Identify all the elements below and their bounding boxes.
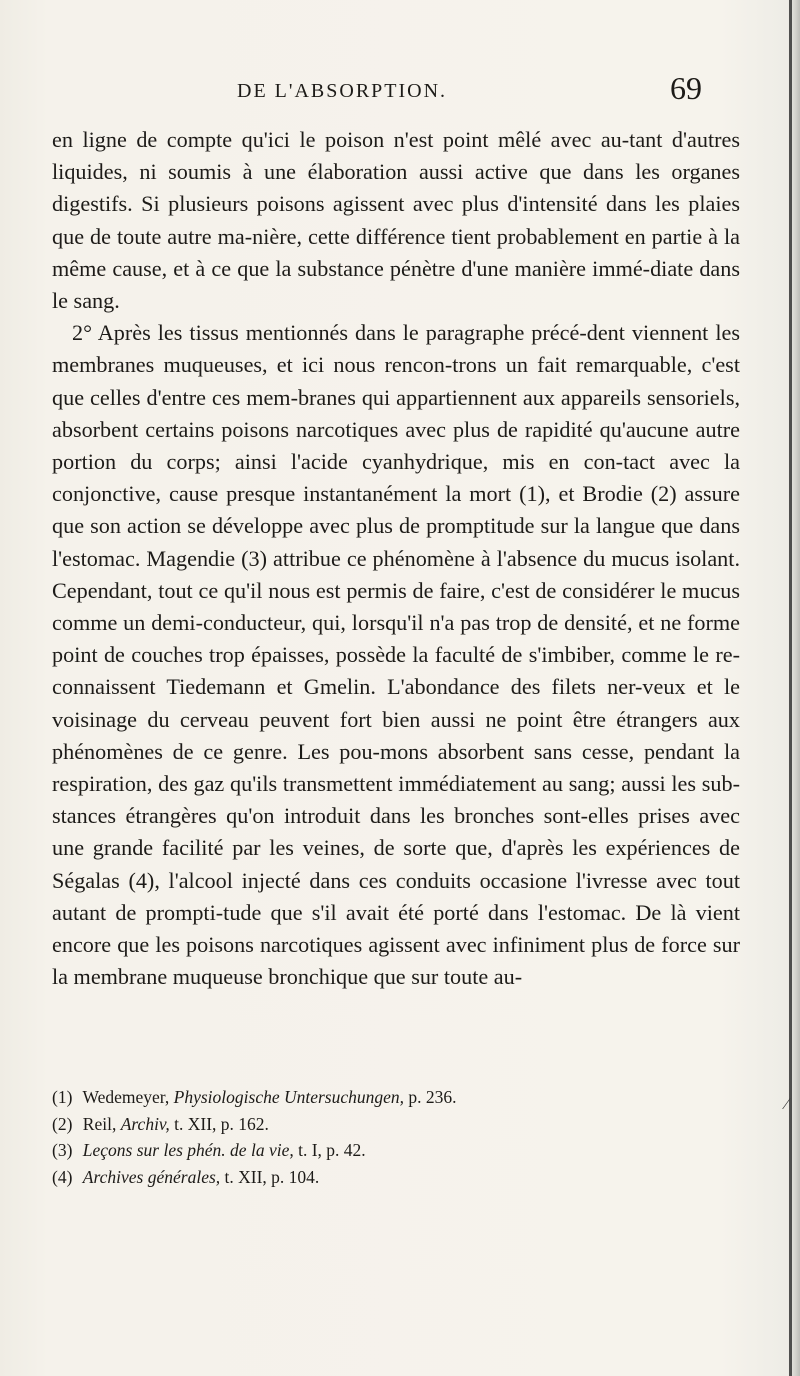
margin-marker: ⁄	[785, 1096, 788, 1113]
footnote-author: Wedemeyer,	[82, 1087, 170, 1107]
page-header	[52, 70, 740, 114]
footnote-work: Physiologische Untersuchungen,	[173, 1087, 405, 1107]
footnote-work: Archiv,	[120, 1113, 170, 1134]
footnote-1	[52, 1084, 740, 1111]
footnotes	[52, 1084, 740, 1190]
footnote-locator: t. I, p. 42.	[298, 1140, 366, 1160]
footnote-locator: p. 236.	[408, 1087, 457, 1107]
footnote-number: (2)	[52, 1113, 73, 1134]
footnote-number: (1)	[52, 1087, 73, 1107]
footnote-work: Leçons sur les phén. de la vie,	[82, 1140, 294, 1160]
footnote-author: Reil,	[82, 1113, 117, 1134]
footnote-locator: t. XII, p. 162.	[174, 1113, 269, 1134]
footnote-locator: t. XII, p. 104.	[224, 1166, 320, 1187]
page-edge-line	[789, 0, 792, 1376]
page-number: 69	[670, 70, 702, 106]
paragraph-2: 2° Après les tissus mentionnés dans le paragraphe précé-dent viennent les membranes muqueuses, et ici nous rencon-trons un fait remarquable, c'est que celles d'entre ces mem-branes qui appartiennent aux appareils sensoriels, absorbent certains poisons narcotiques avec plus de rapidité qu'aucune autre portion du corps; ainsi l'acide cyanhydrique, mis en con-tact avec la conjonctive, cause presque instantanément la mort (1), et Brodie (2) assure que son action se développe avec plus de promptitude sur la langue que dans l'estomac. Magendie (3) attribue ce phénomène à l'absence du mucus isolant. Cependant, tout ce qu'il nous est permis de faire, c'est de considérer le mucus comme un demi-conducteur, qui, lorsqu'il n'a pas trop de densité, et ne forme point de couches trop épaisses, possède la faculté de s'imbiber, comme le re-connaissent Tiedemann et Gmelin. L'abondance des filets ner-veux et le voisinage du cerveau peuvent fort bien aussi ne point être étrangers aux phénomènes de ce genre. Les pou-mons absorbent sans cesse, pendant la respiration, des gaz qu'ils transmettent immédiatement au sang; aussi les sub-stances étrangères qu'on introduit dans les bronches sont-elles prises avec une grande facilité par les veines, de sorte que, d'après les expériences de Ségalas (4), l'alcool injecté dans ces conduits occasione l'ivresse avec tout autant de prompti-tude que s'il avait été porté dans l'estomac. De là vient encore que les poisons narcotiques agissent avec infiniment plus de force sur la membrane muqueuse bronchique que sur toute au-	[52, 320, 740, 990]
footnote-number: (4)	[52, 1166, 73, 1187]
footnote-2	[52, 1111, 740, 1138]
footnote-3	[52, 1137, 740, 1164]
running-title: DE L'ABSORPTION.	[237, 80, 448, 102]
footnote-4	[52, 1164, 740, 1191]
footnote-work: Archives générales,	[82, 1166, 221, 1187]
footnote-number: (3)	[52, 1140, 73, 1160]
paragraph-1: en ligne de compte qu'ici le poison n'est point mêlé avec au-tant d'autres liquides, ni soumis à une élaboration aussi active que dans les organes digestifs. Si plusieurs poisons agissent avec plus d'intensité dans les plaies que de toute autre ma-nière, cette différence tient probablement en partie à la même cause, et à ce que la substance pénètre d'une manière immé-diate dans le sang.	[52, 127, 740, 314]
body-text	[52, 124, 740, 993]
